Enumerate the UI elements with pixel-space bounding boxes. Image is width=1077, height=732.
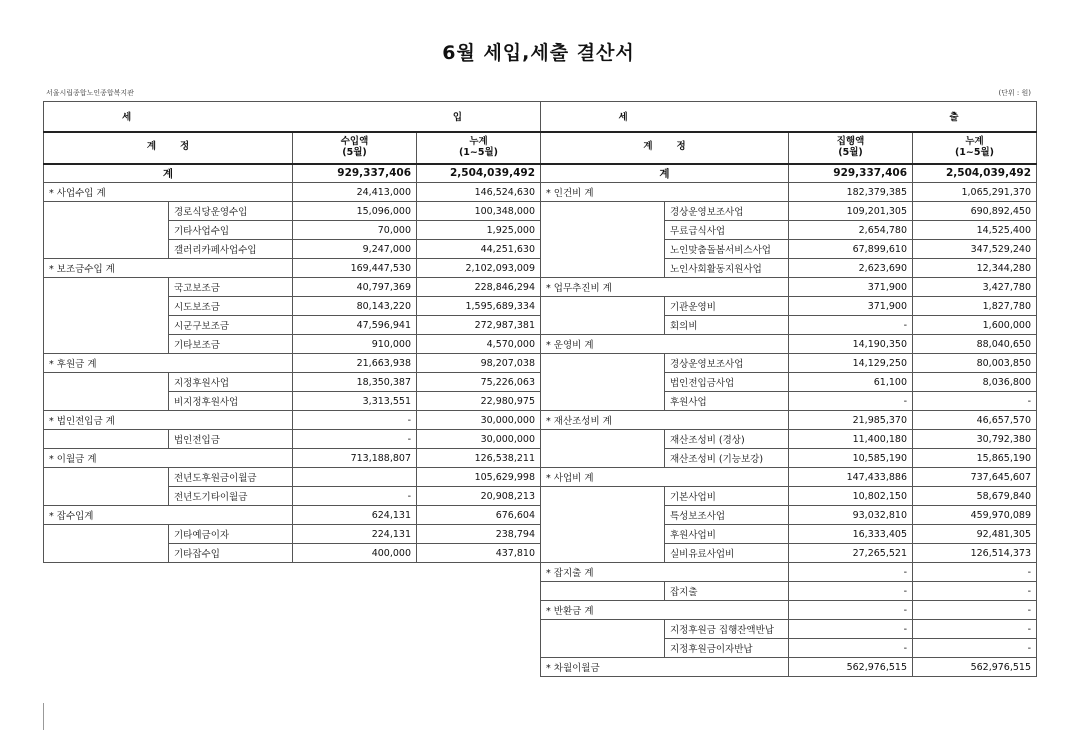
item-row bbox=[44, 525, 541, 544]
indent-cell bbox=[541, 487, 665, 506]
item-monthly: 70,000 bbox=[293, 221, 417, 240]
item-row bbox=[541, 544, 1037, 563]
item-cumulative: 44,251,630 bbox=[417, 240, 541, 259]
item-row bbox=[541, 373, 1037, 392]
item-label: 후원사업 bbox=[665, 392, 789, 411]
indent-cell bbox=[541, 430, 665, 449]
item-monthly: 14,129,250 bbox=[789, 354, 913, 373]
indent-cell bbox=[541, 240, 665, 259]
left-margin-line bbox=[43, 703, 44, 730]
indent-cell bbox=[541, 316, 665, 335]
indent-cell bbox=[44, 335, 169, 354]
group-cumulative: 1,065,291,370 bbox=[913, 183, 1037, 202]
item-cumulative: - bbox=[913, 582, 1037, 601]
item-cumulative: 30,792,380 bbox=[913, 430, 1037, 449]
group-label: * 운영비 계 bbox=[541, 335, 789, 354]
group-cumulative: 146,524,630 bbox=[417, 183, 541, 202]
item-label: 시도보조금 bbox=[169, 297, 293, 316]
item-label: 기타사업수입 bbox=[169, 221, 293, 240]
item-monthly: - bbox=[789, 392, 913, 411]
expense-item-header-1: 계 bbox=[643, 141, 653, 153]
expense-section-char-2: 출 bbox=[949, 112, 959, 124]
page-title: 6월 세입,세출 결산서 bbox=[442, 42, 635, 64]
item-row bbox=[541, 620, 1037, 639]
organization-name: 서울시립종합노인종합복지관 bbox=[46, 89, 134, 97]
item-cumulative: 100,348,000 bbox=[417, 202, 541, 221]
item-cumulative: 14,525,400 bbox=[913, 221, 1037, 240]
item-monthly: 15,096,000 bbox=[293, 202, 417, 221]
item-monthly: 27,265,521 bbox=[789, 544, 913, 563]
item-monthly: 3,313,551 bbox=[293, 392, 417, 411]
indent-cell bbox=[44, 202, 169, 221]
item-monthly: 10,802,150 bbox=[789, 487, 913, 506]
item-label: 법인전입금사업 bbox=[665, 373, 789, 392]
group-monthly: 169,447,530 bbox=[293, 259, 417, 278]
group-row bbox=[541, 335, 1037, 354]
item-row bbox=[44, 468, 541, 487]
group-row bbox=[541, 278, 1037, 297]
indent-cell bbox=[44, 487, 169, 506]
group-cumulative: 30,000,000 bbox=[417, 411, 541, 430]
revenue-monthly-header-1: 수입액 bbox=[340, 136, 369, 148]
group-label: * 사업수입 계 bbox=[44, 183, 293, 202]
group-cumulative: 3,427,780 bbox=[913, 278, 1037, 297]
item-label: 재산조성비 (경상) bbox=[665, 430, 789, 449]
item-monthly bbox=[293, 468, 417, 487]
group-monthly: 713,188,807 bbox=[293, 449, 417, 468]
item-cumulative: 75,226,063 bbox=[417, 373, 541, 392]
item-row bbox=[44, 373, 541, 392]
indent-cell bbox=[44, 221, 169, 240]
group-row bbox=[44, 259, 541, 278]
group-cumulative: - bbox=[913, 601, 1037, 620]
revenue-item-header-1: 계 bbox=[146, 141, 156, 153]
item-row bbox=[44, 316, 541, 335]
item-monthly: 910,000 bbox=[293, 335, 417, 354]
expense-item-header bbox=[541, 132, 789, 164]
group-label: * 업무추진비 계 bbox=[541, 278, 789, 297]
item-label: 실비유료사업비 bbox=[665, 544, 789, 563]
item-cumulative: 272,987,381 bbox=[417, 316, 541, 335]
expense-total-monthly: 929,337,406 bbox=[789, 164, 913, 183]
item-monthly: 224,131 bbox=[293, 525, 417, 544]
expense-monthly-header-1: 집행액 bbox=[836, 136, 865, 148]
item-row bbox=[541, 487, 1037, 506]
item-row bbox=[44, 221, 541, 240]
group-label: * 인건비 계 bbox=[541, 183, 789, 202]
item-label: 특성보조사업 bbox=[665, 506, 789, 525]
group-monthly: 147,433,886 bbox=[789, 468, 913, 487]
revenue-section-char-2: 입 bbox=[452, 112, 462, 124]
indent-cell bbox=[44, 392, 169, 411]
unit-label: (단위 : 원) bbox=[998, 89, 1031, 97]
group-monthly: 182,379,385 bbox=[789, 183, 913, 202]
item-cumulative: 1,827,780 bbox=[913, 297, 1037, 316]
indent-cell bbox=[541, 525, 665, 544]
indent-cell bbox=[541, 259, 665, 278]
item-cumulative: - bbox=[913, 639, 1037, 658]
group-monthly: 562,976,515 bbox=[789, 658, 913, 677]
item-label: 지정후원사업 bbox=[169, 373, 293, 392]
item-monthly: - bbox=[789, 582, 913, 601]
item-row bbox=[44, 392, 541, 411]
indent-cell bbox=[541, 639, 665, 658]
expense-total-label: 계 bbox=[541, 164, 789, 183]
group-cumulative: - bbox=[913, 563, 1037, 582]
indent-cell bbox=[541, 354, 665, 373]
item-monthly: - bbox=[293, 487, 417, 506]
item-monthly: 109,201,305 bbox=[789, 202, 913, 221]
group-cumulative: 88,040,650 bbox=[913, 335, 1037, 354]
item-monthly: - bbox=[293, 430, 417, 449]
group-label: * 잡지출 계 bbox=[541, 563, 789, 582]
group-monthly: 21,985,370 bbox=[789, 411, 913, 430]
item-row bbox=[44, 202, 541, 221]
indent-cell bbox=[541, 544, 665, 563]
item-cumulative: 105,629,998 bbox=[417, 468, 541, 487]
group-monthly: - bbox=[789, 563, 913, 582]
item-cumulative: 8,036,800 bbox=[913, 373, 1037, 392]
group-row bbox=[541, 658, 1037, 677]
group-label: * 보조금수입 계 bbox=[44, 259, 293, 278]
expense-monthly-header bbox=[789, 132, 913, 164]
revenue-monthly-header-2: (5월) bbox=[342, 146, 367, 158]
item-cumulative: 15,865,190 bbox=[913, 449, 1037, 468]
item-label: 경로식당운영수입 bbox=[169, 202, 293, 221]
item-label: 기타예금이자 bbox=[169, 525, 293, 544]
group-row bbox=[44, 354, 541, 373]
item-label: 시군구보조금 bbox=[169, 316, 293, 335]
item-row bbox=[44, 240, 541, 259]
group-monthly: 21,663,938 bbox=[293, 354, 417, 373]
revenue-total-monthly: 929,337,406 bbox=[293, 164, 417, 183]
item-monthly: 11,400,180 bbox=[789, 430, 913, 449]
item-cumulative: 58,679,840 bbox=[913, 487, 1037, 506]
group-label: * 잡수입계 bbox=[44, 506, 293, 525]
group-label: * 반환금 계 bbox=[541, 601, 789, 620]
group-row bbox=[541, 411, 1037, 430]
revenue-cumulative-header bbox=[417, 132, 541, 164]
expense-cumulative-header bbox=[913, 132, 1037, 164]
group-monthly: 624,131 bbox=[293, 506, 417, 525]
revenue-table bbox=[43, 101, 541, 563]
item-row bbox=[44, 278, 541, 297]
item-label: 전년도기타이월금 bbox=[169, 487, 293, 506]
revenue-total-row bbox=[44, 164, 541, 183]
group-cumulative: 46,657,570 bbox=[913, 411, 1037, 430]
item-cumulative: - bbox=[913, 620, 1037, 639]
item-row bbox=[541, 449, 1037, 468]
item-monthly: 10,585,190 bbox=[789, 449, 913, 468]
item-label: 무료급식사업 bbox=[665, 221, 789, 240]
item-cumulative: 1,600,000 bbox=[913, 316, 1037, 335]
item-cumulative: 80,003,850 bbox=[913, 354, 1037, 373]
revenue-section-char-1: 세 bbox=[122, 112, 132, 124]
indent-cell bbox=[44, 373, 169, 392]
item-cumulative: 1,595,689,334 bbox=[417, 297, 541, 316]
item-monthly: 40,797,369 bbox=[293, 278, 417, 297]
item-label: 노인맞춤돌봄서비스사업 bbox=[665, 240, 789, 259]
group-label: * 이월금 계 bbox=[44, 449, 293, 468]
group-monthly: - bbox=[293, 411, 417, 430]
group-label: * 법인전입금 계 bbox=[44, 411, 293, 430]
revenue-cumulative-header-1: 누계 bbox=[469, 136, 488, 148]
item-monthly: 47,596,941 bbox=[293, 316, 417, 335]
item-label: 국고보조금 bbox=[169, 278, 293, 297]
group-monthly: 24,413,000 bbox=[293, 183, 417, 202]
item-monthly: 93,032,810 bbox=[789, 506, 913, 525]
expense-monthly-header-2: (5월) bbox=[838, 146, 863, 158]
group-row bbox=[44, 449, 541, 468]
expense-section-char-1: 세 bbox=[618, 112, 628, 124]
item-monthly: 9,247,000 bbox=[293, 240, 417, 259]
group-cumulative: 126,538,211 bbox=[417, 449, 541, 468]
group-cumulative: 98,207,038 bbox=[417, 354, 541, 373]
group-row bbox=[541, 468, 1037, 487]
expense-item-header-2: 정 bbox=[676, 141, 686, 153]
item-cumulative: 228,846,294 bbox=[417, 278, 541, 297]
revenue-total-label: 계 bbox=[44, 164, 293, 183]
item-row bbox=[541, 392, 1037, 411]
group-monthly: 14,190,350 bbox=[789, 335, 913, 354]
item-label: 지정후원금 집행잔액반납 bbox=[665, 620, 789, 639]
expense-cumulative-header-2: (1~5월) bbox=[954, 146, 995, 158]
item-cumulative: 4,570,000 bbox=[417, 335, 541, 354]
item-label: 회의비 bbox=[665, 316, 789, 335]
item-label: 기타잡수입 bbox=[169, 544, 293, 563]
item-monthly: 400,000 bbox=[293, 544, 417, 563]
revenue-monthly-header bbox=[293, 132, 417, 164]
item-row bbox=[541, 506, 1037, 525]
group-monthly: 371,900 bbox=[789, 278, 913, 297]
group-cumulative: 676,604 bbox=[417, 506, 541, 525]
item-monthly: 2,654,780 bbox=[789, 221, 913, 240]
group-row bbox=[541, 601, 1037, 620]
item-cumulative: 20,908,213 bbox=[417, 487, 541, 506]
indent-cell bbox=[44, 316, 169, 335]
item-cumulative: 22,980,975 bbox=[417, 392, 541, 411]
indent-cell bbox=[44, 525, 169, 544]
expense-total-row bbox=[541, 164, 1037, 183]
group-monthly: - bbox=[789, 601, 913, 620]
item-label: 법인전입금 bbox=[169, 430, 293, 449]
group-row bbox=[44, 506, 541, 525]
item-label: 기본사업비 bbox=[665, 487, 789, 506]
item-monthly: - bbox=[789, 316, 913, 335]
item-monthly: - bbox=[789, 620, 913, 639]
item-label: 후원사업비 bbox=[665, 525, 789, 544]
item-monthly: 16,333,405 bbox=[789, 525, 913, 544]
item-cumulative: 437,810 bbox=[417, 544, 541, 563]
indent-cell bbox=[44, 297, 169, 316]
group-label: * 사업비 계 bbox=[541, 468, 789, 487]
item-cumulative: 30,000,000 bbox=[417, 430, 541, 449]
item-monthly: 18,350,387 bbox=[293, 373, 417, 392]
item-label: 잡지출 bbox=[665, 582, 789, 601]
item-cumulative: 347,529,240 bbox=[913, 240, 1037, 259]
indent-cell bbox=[541, 506, 665, 525]
indent-cell bbox=[541, 620, 665, 639]
revenue-total-cumulative: 2,504,039,492 bbox=[417, 164, 541, 183]
item-row bbox=[541, 639, 1037, 658]
indent-cell bbox=[541, 449, 665, 468]
item-monthly: 80,143,220 bbox=[293, 297, 417, 316]
item-label: 기관운영비 bbox=[665, 297, 789, 316]
indent-cell bbox=[44, 430, 169, 449]
item-row bbox=[541, 316, 1037, 335]
item-row bbox=[541, 221, 1037, 240]
item-row bbox=[541, 259, 1037, 278]
group-row bbox=[44, 411, 541, 430]
item-cumulative: 1,925,000 bbox=[417, 221, 541, 240]
item-cumulative: 126,514,373 bbox=[913, 544, 1037, 563]
indent-cell bbox=[44, 240, 169, 259]
item-label: 기타보조금 bbox=[169, 335, 293, 354]
group-cumulative: 562,976,515 bbox=[913, 658, 1037, 677]
indent-cell bbox=[541, 221, 665, 240]
item-monthly: 2,623,690 bbox=[789, 259, 913, 278]
item-label: 재산조성비 (기능보강) bbox=[665, 449, 789, 468]
item-row bbox=[541, 240, 1037, 259]
revenue-section-header bbox=[44, 102, 541, 132]
group-label: * 차월이월금 bbox=[541, 658, 789, 677]
item-label: 노인사회활동지원사업 bbox=[665, 259, 789, 278]
indent-cell bbox=[541, 373, 665, 392]
item-cumulative: - bbox=[913, 392, 1037, 411]
item-label: 갤러리카페사업수입 bbox=[169, 240, 293, 259]
indent-cell bbox=[541, 392, 665, 411]
revenue-item-header-2: 정 bbox=[180, 141, 190, 153]
item-monthly: 371,900 bbox=[789, 297, 913, 316]
item-monthly: - bbox=[789, 639, 913, 658]
item-row bbox=[44, 544, 541, 563]
indent-cell bbox=[44, 544, 169, 563]
item-cumulative: 238,794 bbox=[417, 525, 541, 544]
group-label: * 후원금 계 bbox=[44, 354, 293, 373]
item-label: 비지정후원사업 bbox=[169, 392, 293, 411]
item-row bbox=[541, 582, 1037, 601]
indent-cell bbox=[44, 468, 169, 487]
group-label: * 재산조성비 계 bbox=[541, 411, 789, 430]
item-row bbox=[541, 202, 1037, 221]
indent-cell bbox=[541, 582, 665, 601]
expense-total-cumulative: 2,504,039,492 bbox=[913, 164, 1037, 183]
item-label: 경상운영보조사업 bbox=[665, 354, 789, 373]
group-row bbox=[541, 563, 1037, 582]
item-cumulative: 459,970,089 bbox=[913, 506, 1037, 525]
expense-table bbox=[540, 101, 1037, 677]
indent-cell bbox=[44, 278, 169, 297]
item-label: 전년도후원금이월금 bbox=[169, 468, 293, 487]
item-cumulative: 92,481,305 bbox=[913, 525, 1037, 544]
indent-cell bbox=[541, 297, 665, 316]
expense-cumulative-header-1: 누계 bbox=[965, 136, 984, 148]
item-monthly: 61,100 bbox=[789, 373, 913, 392]
indent-cell bbox=[541, 202, 665, 221]
item-label: 지정후원금이자반납 bbox=[665, 639, 789, 658]
group-row bbox=[541, 183, 1037, 202]
item-row bbox=[44, 335, 541, 354]
item-row bbox=[44, 487, 541, 506]
item-row bbox=[541, 430, 1037, 449]
item-cumulative: 690,892,450 bbox=[913, 202, 1037, 221]
group-row bbox=[44, 183, 541, 202]
item-row bbox=[541, 525, 1037, 544]
group-cumulative: 2,102,093,009 bbox=[417, 259, 541, 278]
item-label: 경상운영보조사업 bbox=[665, 202, 789, 221]
item-monthly: 67,899,610 bbox=[789, 240, 913, 259]
item-row bbox=[541, 297, 1037, 316]
revenue-cumulative-header-2: (1~5월) bbox=[458, 146, 499, 158]
item-row bbox=[44, 297, 541, 316]
item-row bbox=[44, 430, 541, 449]
item-row bbox=[541, 354, 1037, 373]
group-cumulative: 737,645,607 bbox=[913, 468, 1037, 487]
item-cumulative: 12,344,280 bbox=[913, 259, 1037, 278]
expense-section-header bbox=[541, 102, 1037, 132]
revenue-item-header bbox=[44, 132, 293, 164]
